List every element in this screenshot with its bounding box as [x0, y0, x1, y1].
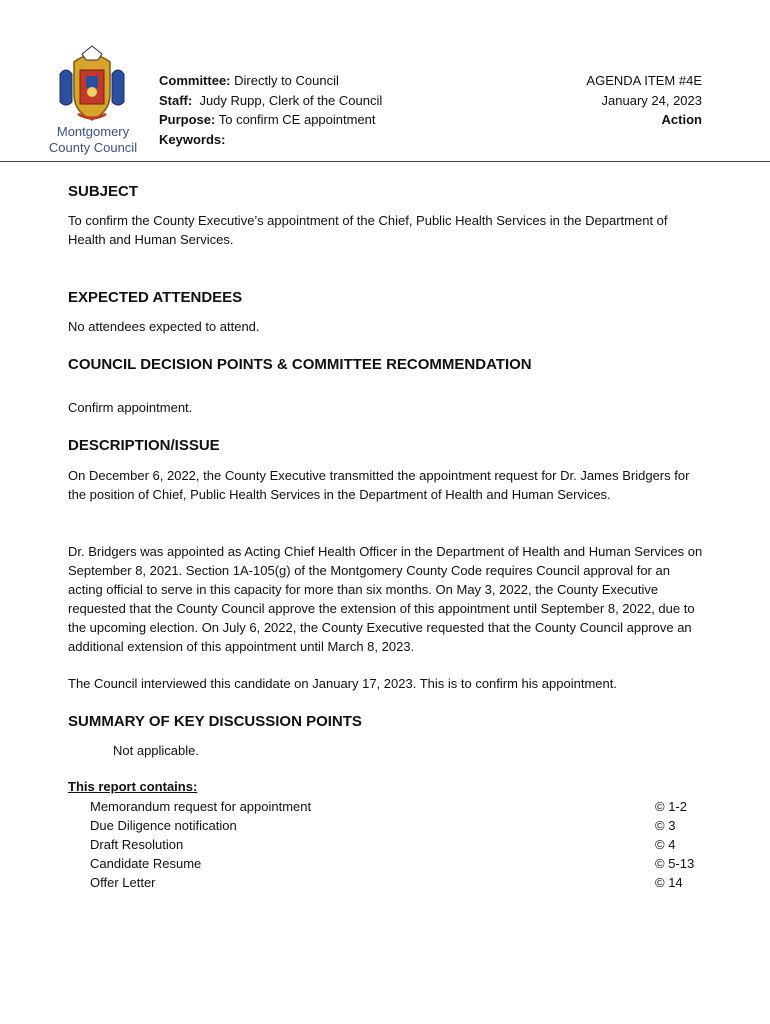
description-paragraph-3: The Council interviewed this candidate on January 17, 2023. This is to confirm his appointment. [68, 676, 617, 691]
committee-line: Committee: Directly to Council [159, 73, 339, 88]
list-item: Due Diligence notification © 3 [90, 818, 676, 833]
description-paragraph-2: Dr. Bridgers was appointed as Acting Chief Health Officer in the Department of Health and Human Services on September 8, 2021. Section 1A-105(g) of the Montgomery County Code requires Council approval for an acting official to serve in this capacity for more than six months. On May 3, 2022, the County Executive requested that the County Council approve the extension of this appointment until September 8, 2022, due to the upcoming election. On July 6, 2022, the County Executive requested that the County Council approve an additional extension of this appointment until March 8, 2023. [68, 544, 703, 654]
agenda-block [586, 71, 702, 130]
list-item: Memorandum request for appointment © 1-2 [90, 799, 687, 814]
attendees-body: No attendees expected to attend. [68, 319, 260, 334]
report-contents-list [90, 797, 695, 892]
purpose-line: Purpose: To confirm CE appointment [159, 112, 376, 127]
subject-body: To confirm the County Executive’s appointment of the Chief, Public Health Services in the Department of Health and Human Services. [68, 213, 668, 247]
staff-line: Staff: Judy Rupp, Clerk of the Council [159, 92, 383, 108]
summary-body: Not applicable. [113, 743, 199, 758]
agenda-item: AGENDA ITEM #4E [586, 73, 702, 88]
header-divider [0, 161, 770, 162]
org-name: Montgomery County Council [48, 124, 138, 155]
list-item: Candidate Resume © 5-13 [90, 856, 695, 871]
report-contents-title: This report contains: [68, 779, 198, 794]
decision-body: Confirm appointment. [68, 400, 193, 415]
agenda-action: Action [661, 112, 702, 127]
keywords-line: Keywords: [159, 131, 226, 147]
list-item: Draft Resolution © 4 [90, 837, 676, 852]
description-heading: DESCRIPTION/ISSUE [68, 437, 220, 454]
county-seal-logo [52, 44, 132, 124]
attendees-heading: EXPECTED ATTENDEES [68, 289, 243, 306]
decision-heading: COUNCIL DECISION POINTS & COMMITTEE RECOMMENDATION [68, 356, 532, 373]
description-paragraph-1: On December 6, 2022, the County Executive transmitted the appointment request for Dr. James Bridgers for the position of Chief, Public Health Services in the Department of Health and Human Services. [68, 468, 690, 502]
agenda-date: January 24, 2023 [601, 92, 702, 108]
summary-heading: SUMMARY OF KEY DISCUSSION POINTS [68, 713, 362, 730]
meta-block [159, 71, 382, 149]
list-item: Offer Letter © 14 [90, 875, 683, 890]
subject-heading: SUBJECT [68, 183, 139, 200]
